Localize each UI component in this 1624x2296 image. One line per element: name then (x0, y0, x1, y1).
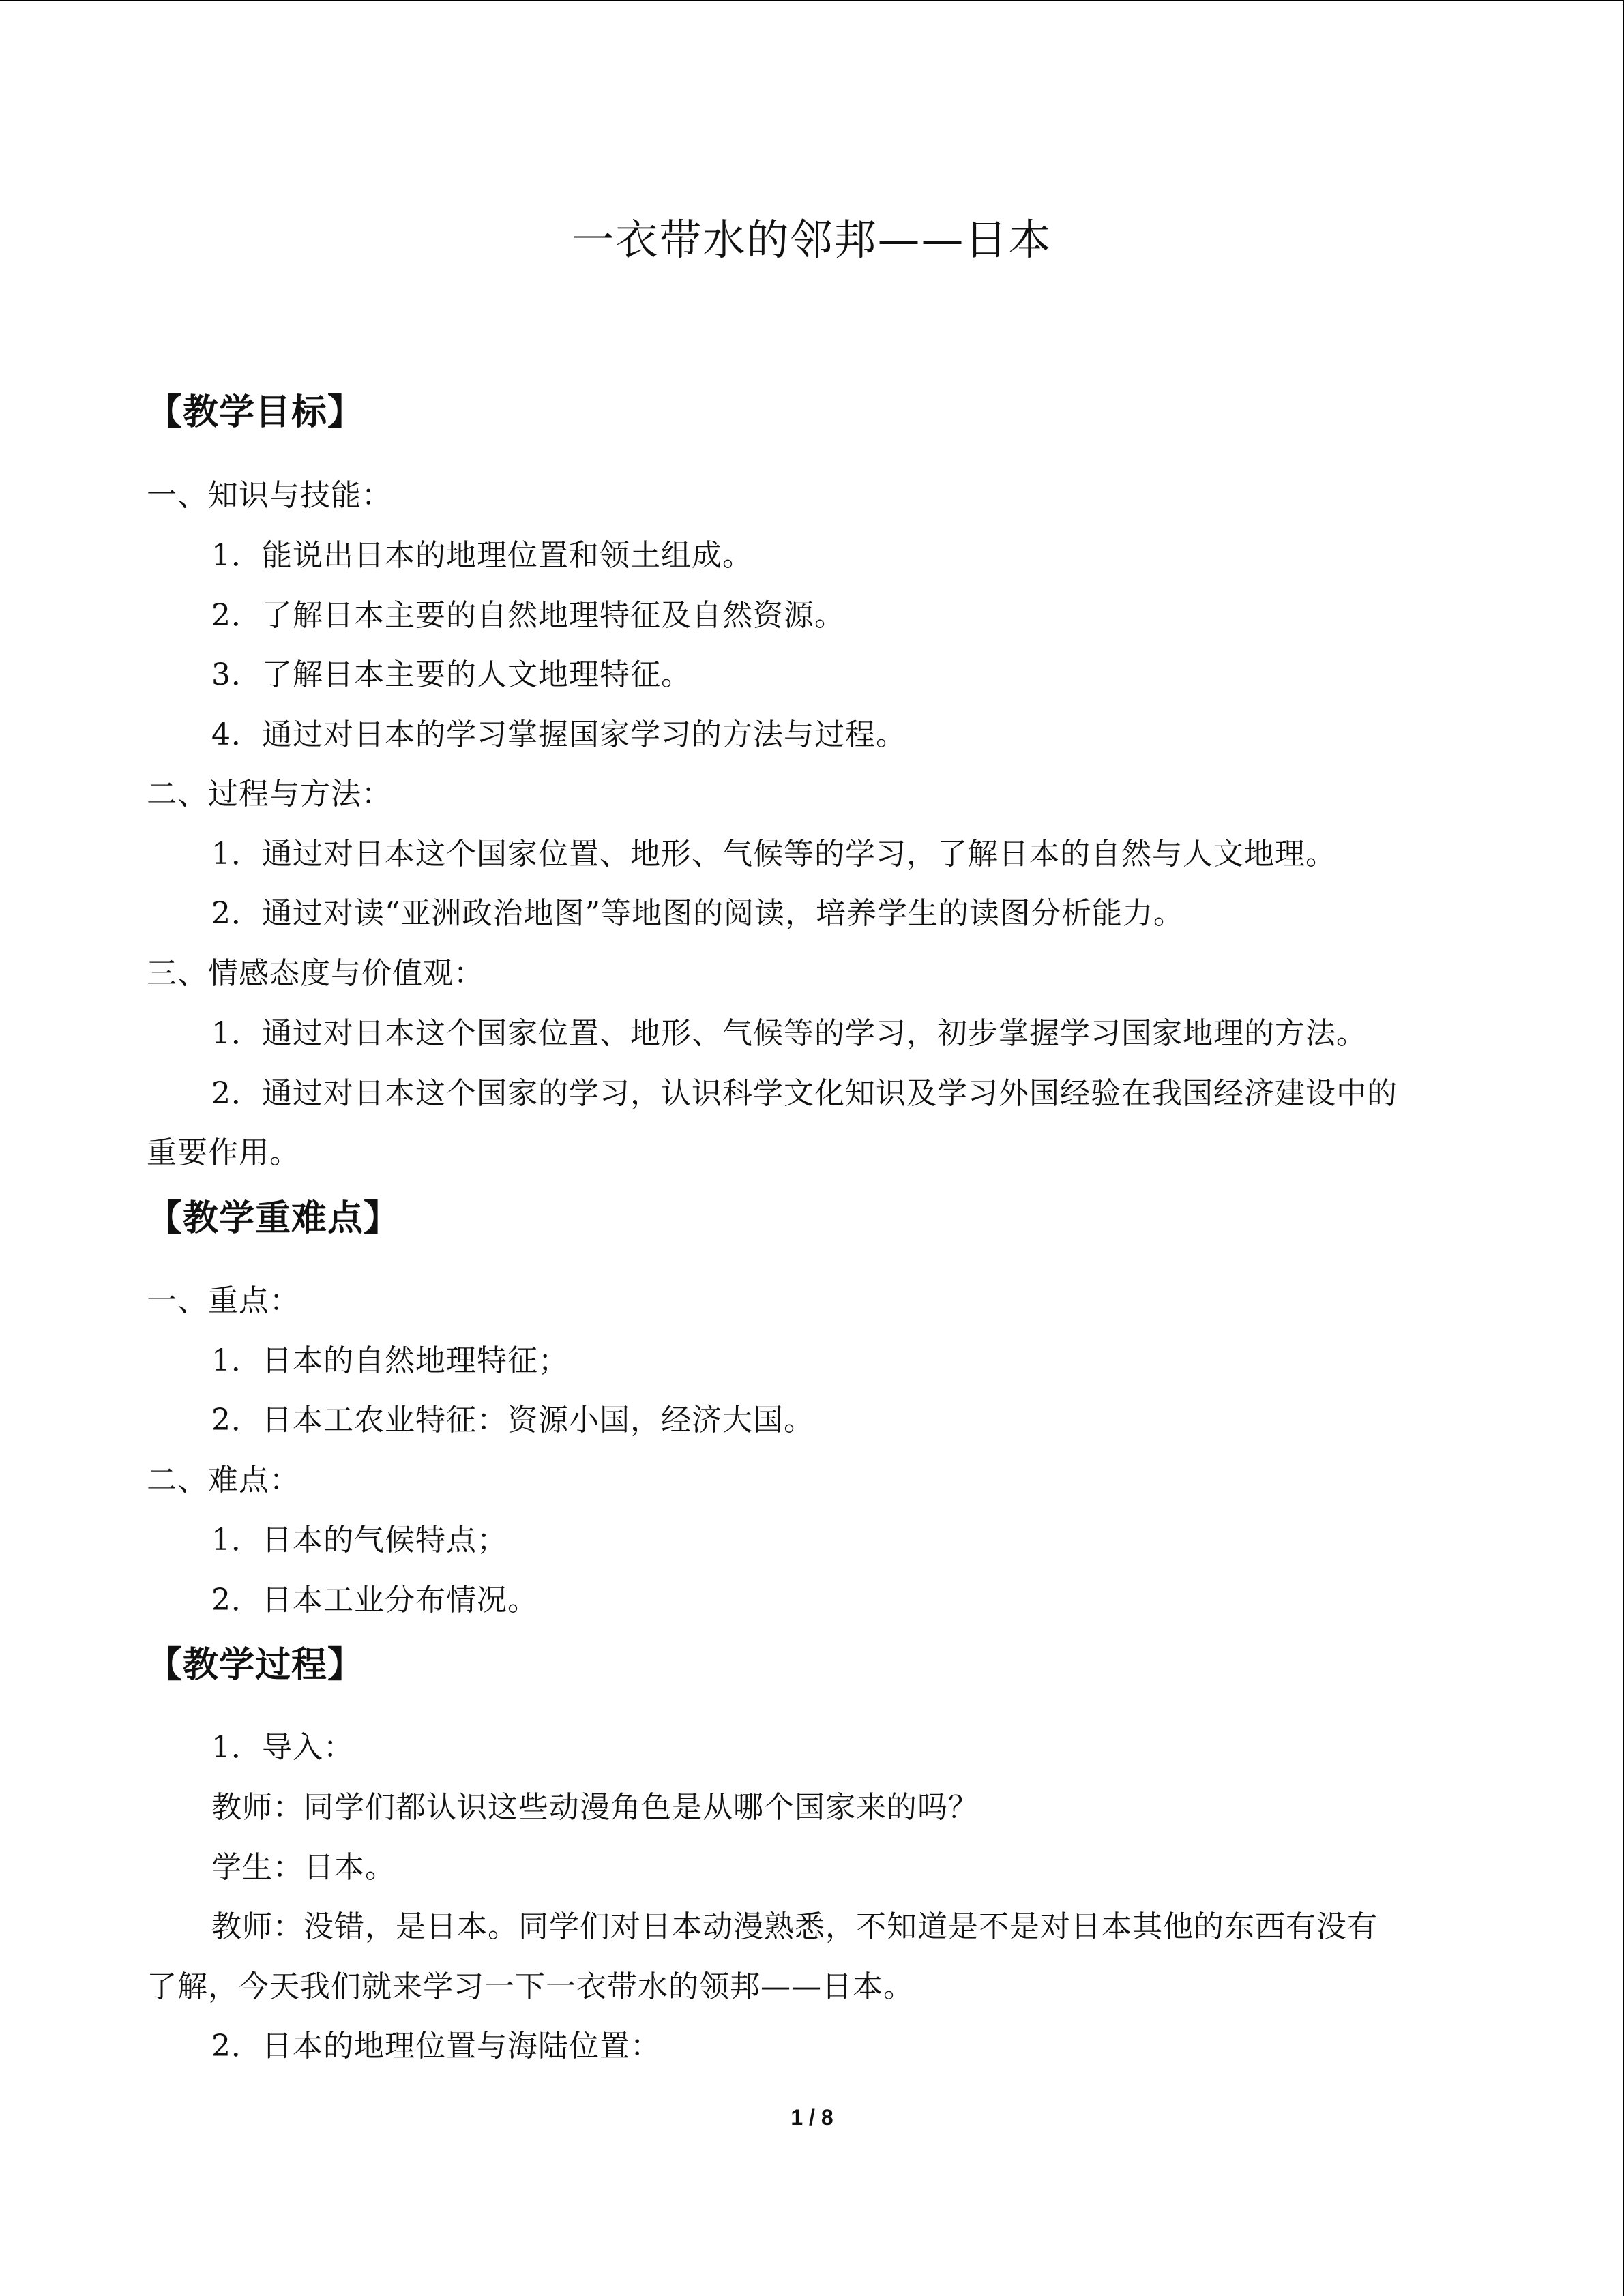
paragraph-line: 2．日本的地理位置与海陆位置： (211, 2029, 661, 2063)
list-item: 1．能说出日本的地理位置和领土组成。 (211, 538, 753, 573)
list-item-continuation: 重要作用。 (147, 1135, 300, 1170)
paragraph-line: 了解，今天我们就来学习一下一衣带水的领邦——日本。 (147, 1969, 914, 2004)
list-item: 3．了解日本主要的人文地理特征。 (211, 657, 692, 692)
list-item: 1．通过对日本这个国家位置、地形、气候等的学习，了解日本的自然与人文地理。 (211, 837, 1336, 871)
list-item: 2．了解日本主要的自然地理特征及自然资源。 (211, 598, 845, 633)
list-item: 1．日本的气候特点； (211, 1523, 507, 1557)
subheading-focus: 一、重点： (147, 1283, 300, 1318)
subheading-difficulty: 二、难点： (147, 1463, 300, 1497)
paragraph-line: 教师：没错，是日本。同学们对日本动漫熟悉，不知道是不是对日本其他的东西有没有 (211, 1909, 1378, 1944)
list-item: 2．通过对日本这个国家的学习，认识科学文化知识及学习外国经验在我国经济建设中的 (211, 1076, 1398, 1111)
paragraph-line: 学生：日本。 (211, 1850, 396, 1885)
paragraph-line: 教师：同学们都认识这些动漫角色是从哪个国家来的吗？ (211, 1790, 979, 1825)
section-heading-process: 【教学过程】 (147, 1645, 364, 1686)
list-item: 2．日本工业分布情况。 (211, 1583, 538, 1617)
paragraph-line: 1．导入： (211, 1730, 354, 1765)
subheading-process-method: 二、过程与方法： (147, 777, 392, 811)
list-item: 2．日本工农业特征：资源小国，经济大国。 (211, 1403, 814, 1437)
list-item: 4．通过对日本的学习掌握国家学习的方法与过程。 (211, 717, 906, 752)
list-item: 2．通过对读“亚洲政治地图”等地图的阅读，培养学生的读图分析能力。 (211, 896, 1184, 931)
list-item: 1．通过对日本这个国家位置、地形、气候等的学习，初步掌握学习国家地理的方法。 (211, 1016, 1367, 1051)
page-number: 1 / 8 (791, 2105, 833, 2130)
document-title: 一衣带水的邻邦——日本 (572, 215, 1052, 265)
subheading-knowledge: 一、知识与技能： (147, 478, 392, 513)
section-heading-key-points: 【教学重难点】 (147, 1198, 400, 1239)
list-item: 1．日本的自然地理特征； (211, 1343, 569, 1378)
page-top-border (0, 0, 1624, 1)
section-heading-goals: 【教学目标】 (147, 392, 364, 433)
subheading-attitude: 三、情感态度与价值观： (147, 956, 484, 991)
